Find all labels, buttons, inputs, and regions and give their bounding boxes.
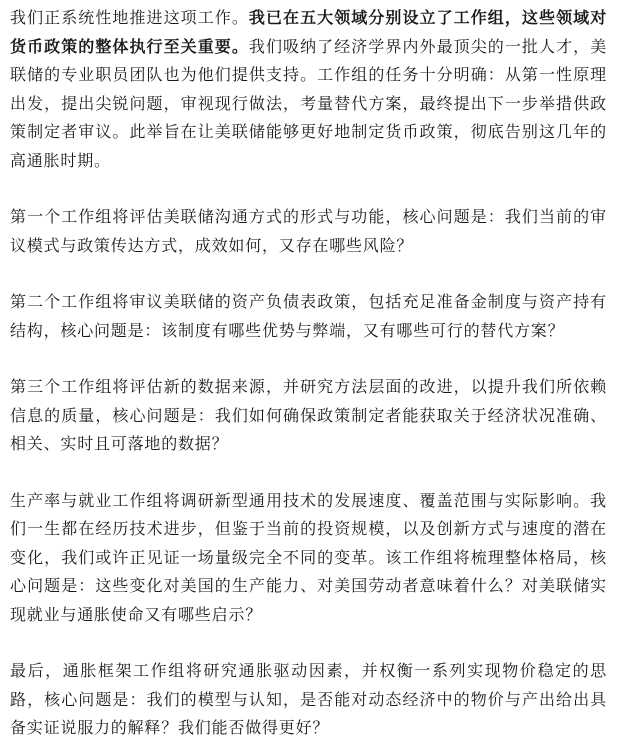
paragraph-group-1: 第一个工作组将评估美联储沟通方式的形式与功能，核心问题是：我们当前的审议模式与政策传达方式，成效如何，又存在哪些风险？ — [10, 207, 607, 255]
intro-rest-text: 我们吸纳了经济学界内外最顶尖的一批人才，美联储的专业职员团队也为他们提供支持。工作组的任务十分明确：从第一性原理出发，提出尖锐问题，审视现行做法，考量替代方案，最终提出下一步举措供政策制定者审议。此举旨在让美联储能够更好地制定货币政策，彻底告别这几年的高通胀时期。 — [10, 36, 607, 170]
paragraph-inflation-group: 最后，通胀框架工作组将研究通胀驱动因素，并权衡一系列实现物价稳定的思路，核心问题是：我们的模型与认知，是否能对动态经济中的物价与产出给出具备实证说服力的解释？我们能否做得更好？ — [10, 661, 607, 737]
paragraph-productivity-group: 生产率与就业工作组将调研新型通用技术的发展速度、覆盖范围与实际影响。我们一生都在经历技术进步，但鉴于当前的投资规模，以及创新方式与速度的潜在变化，我们或许正见证一场量级完全不同的变革。该工作组将梳理整体格局，核心问题是：这些变化对美国的生产能力、对美国劳动者意味着什么？对美联储实现就业与通胀使命又有哪些启示？ — [10, 490, 607, 624]
intro-lead-text: 我们正系统性地推进这项工作。 — [10, 8, 249, 27]
paragraph-intro — [10, 4, 607, 175]
intro-bold-text: 我已在五大领域分别设立了工作组，这些领域对货币政策的整体执行至关重要。 — [10, 8, 607, 56]
paragraph-group-2: 第二个工作组将审议美联储的资产负债表政策，包括充足准备金制度与资产持有结构，核心问题是：该制度有哪些优势与弊端，又有哪些可行的替代方案？ — [10, 292, 607, 340]
paragraph-group-3: 第三个工作组将评估新的数据来源，并研究方法层面的改进，以提升我们所依赖信息的质量，核心问题是：我们如何确保政策制定者能获取关于经济状况准确、相关、实时且可落地的数据？ — [10, 377, 607, 453]
